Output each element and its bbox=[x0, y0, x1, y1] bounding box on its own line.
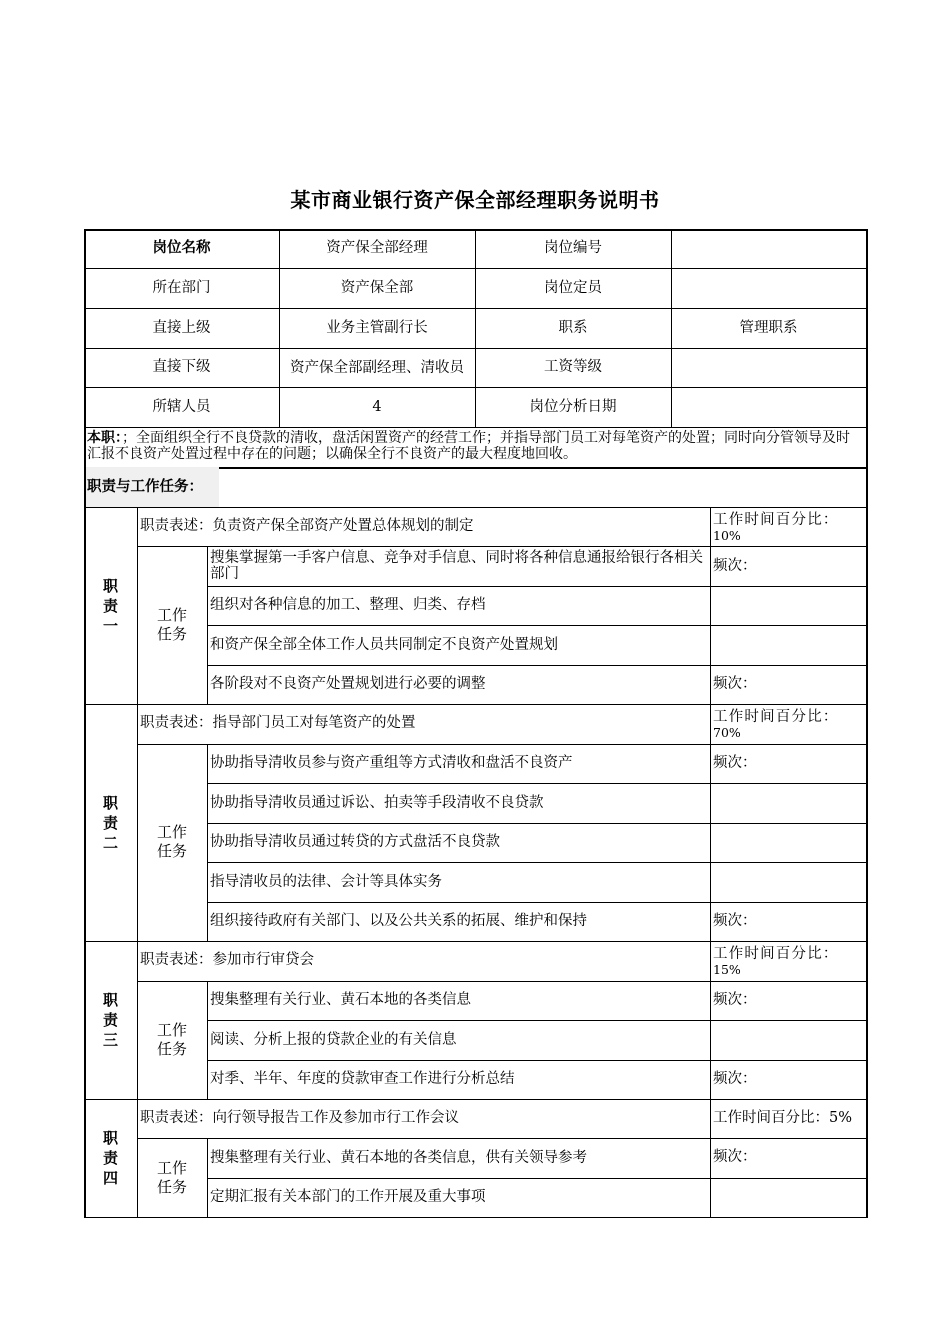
duty-statement: 职责表述：向行领导报告工作及参加市行工作会议 bbox=[140, 1110, 459, 1127]
table-rule bbox=[207, 862, 868, 863]
time-percentage-label: 工作时间百分比：5% bbox=[713, 1110, 853, 1127]
table-rule bbox=[866, 941, 868, 1099]
task-item: 搜集整理有关行业、黄石本地的各类信息 bbox=[210, 992, 471, 1009]
duty-label: 职 责 四 bbox=[102, 1129, 118, 1187]
duty-label: 职 责 二 bbox=[102, 793, 118, 852]
table-rule bbox=[207, 1138, 208, 1217]
table-rule bbox=[207, 981, 208, 1100]
field-label-department: 所在部门 bbox=[152, 279, 211, 296]
task-item: 指导清收员的法律、会计等具体实务 bbox=[210, 873, 442, 890]
time-percentage-value: 15% bbox=[713, 961, 741, 977]
table-rule bbox=[207, 1020, 868, 1021]
table-rule bbox=[866, 229, 868, 427]
table-rule bbox=[866, 507, 868, 704]
table-rule bbox=[84, 1099, 86, 1217]
time-percentage-value: 70% bbox=[713, 724, 741, 740]
field-value-headcount bbox=[671, 268, 866, 308]
field-value-staff: 4 bbox=[372, 398, 382, 415]
task-item: 阅读、分析上报的贷款企业的有关信息 bbox=[210, 1031, 457, 1048]
time-percentage bbox=[710, 941, 866, 981]
table-rule bbox=[84, 387, 868, 388]
table-rule bbox=[84, 941, 86, 1099]
task-item: 搜集掌握第一手客户信息、竞争对手信息、同时将各种信息通报给银行各相关部门 bbox=[210, 550, 703, 583]
table-rule bbox=[84, 704, 86, 941]
time-percentage bbox=[710, 507, 866, 546]
duty-statement: 职责表述：参加市行审贷会 bbox=[140, 952, 314, 969]
task-item: 组织接待政府有关部门、以及公共关系的拓展、维护和保持 bbox=[210, 913, 587, 930]
task-item: 定期汇报有关本部门的工作开展及重大事项 bbox=[210, 1189, 486, 1206]
table-rule bbox=[137, 981, 868, 982]
field-label-subordinate: 直接下级 bbox=[152, 359, 211, 375]
field-value-job-family: 管理职系 bbox=[739, 319, 798, 336]
task-frequency bbox=[710, 862, 866, 902]
task-label: 工作 任务 bbox=[156, 1020, 187, 1058]
table-rule bbox=[866, 467, 868, 507]
field-label-analysis-date: 岗位分析日期 bbox=[529, 398, 617, 415]
task-frequency: 频次： bbox=[713, 1070, 757, 1087]
table-rule bbox=[866, 704, 868, 941]
job-summary bbox=[84, 427, 866, 467]
field-label-job-family: 职系 bbox=[558, 319, 588, 336]
table-rule bbox=[84, 229, 868, 231]
task-frequency bbox=[710, 1178, 866, 1217]
field-value-salary-grade bbox=[671, 348, 866, 387]
table-rule bbox=[137, 941, 138, 1099]
field-value-position-name: 资产保全部经理 bbox=[326, 240, 428, 256]
table-rule bbox=[84, 308, 868, 309]
table-rule bbox=[137, 704, 138, 941]
field-label-superior: 直接上级 bbox=[152, 319, 211, 336]
time-percentage bbox=[710, 704, 866, 744]
table-rule bbox=[207, 665, 868, 666]
job-summary-text: ；全面组织全行不良贷款的清收，盘活闲置资产的经营工作；并指导部门员工对每笔资产的处置；同时向分管领导及时汇报不良资产处置过程中存在的问题；以确保全行不良资产的最大程度地回收。 bbox=[87, 430, 850, 462]
table-rule bbox=[84, 229, 86, 427]
table-rule bbox=[710, 941, 711, 1099]
table-rule bbox=[710, 1099, 711, 1217]
task-item: 对季、半年、年度的贷款审查工作进行分析总结 bbox=[210, 1071, 515, 1088]
time-percentage bbox=[710, 1099, 866, 1138]
duty-label: 职 责 三 bbox=[102, 991, 118, 1049]
field-value-position-code bbox=[671, 229, 866, 268]
field-value-analysis-date bbox=[671, 387, 866, 427]
task-label: 工作 任务 bbox=[156, 823, 187, 861]
table-rule bbox=[475, 229, 476, 427]
table-rule bbox=[207, 1060, 868, 1061]
task-item: 各阶段对不良资产处置规划进行必要的调整 bbox=[210, 676, 486, 693]
table-rule bbox=[84, 427, 86, 467]
job-summary-label: 本职： bbox=[87, 430, 122, 446]
table-rule bbox=[207, 744, 208, 942]
table-rule bbox=[137, 744, 868, 745]
table-rule bbox=[279, 229, 280, 427]
task-frequency bbox=[710, 586, 866, 625]
table-rule bbox=[671, 229, 672, 427]
task-frequency: 频次： bbox=[713, 912, 757, 929]
task-item: 搜集整理有关行业、黄石本地的各类信息，供有关领导参考 bbox=[210, 1149, 587, 1166]
time-percentage-label: 工作时间百分比： bbox=[713, 511, 839, 528]
field-label-position-name: 岗位名称 bbox=[152, 240, 211, 256]
table-rule bbox=[866, 427, 868, 467]
task-frequency bbox=[710, 783, 866, 823]
time-percentage-label: 工作时间百分比： bbox=[713, 945, 839, 962]
task-item: 协助指导清收员通过诉讼、拍卖等手段清收不良贷款 bbox=[210, 794, 544, 811]
time-percentage-value: 10% bbox=[713, 527, 741, 543]
field-value-superior: 业务主管副行长 bbox=[326, 319, 428, 336]
task-frequency: 频次： bbox=[713, 754, 757, 771]
table-rule bbox=[207, 902, 868, 903]
task-item: 组织对各种信息的加工、整理、归类、存档 bbox=[210, 597, 486, 614]
table-rule bbox=[137, 507, 138, 704]
table-rule bbox=[207, 586, 868, 587]
table-rule bbox=[207, 1178, 868, 1179]
task-frequency: 频次： bbox=[713, 675, 757, 692]
table-rule bbox=[866, 1099, 868, 1217]
field-label-staff: 所辖人员 bbox=[152, 398, 211, 415]
task-frequency bbox=[710, 625, 866, 664]
table-rule bbox=[137, 546, 868, 547]
field-value-department: 资产保全部 bbox=[340, 279, 414, 296]
field-label-salary-grade: 工资等级 bbox=[544, 359, 602, 375]
task-frequency bbox=[710, 823, 866, 863]
task-frequency bbox=[710, 1020, 866, 1060]
task-frequency: 频次： bbox=[713, 557, 757, 574]
table-rule bbox=[84, 467, 86, 507]
table-rule bbox=[207, 823, 868, 824]
table-rule bbox=[207, 625, 868, 626]
duty-statement: 职责表述：指导部门员工对每笔资产的处置 bbox=[140, 715, 416, 732]
field-label-position-code: 岗位编号 bbox=[544, 240, 602, 256]
table-rule bbox=[84, 348, 868, 349]
time-percentage-label: 工作时间百分比： bbox=[713, 708, 839, 725]
task-label: 工作 任务 bbox=[156, 606, 187, 644]
document-title: 某市商业银行资产保全部经理职务说明书 bbox=[290, 188, 660, 212]
table-rule bbox=[710, 704, 711, 941]
table-rule bbox=[84, 1217, 868, 1218]
table-rule bbox=[710, 507, 711, 704]
field-label-headcount: 岗位定员 bbox=[544, 279, 602, 296]
table-rule bbox=[84, 268, 868, 269]
table-rule bbox=[207, 546, 208, 704]
task-label: 工作 任务 bbox=[156, 1158, 187, 1196]
table-rule bbox=[84, 507, 86, 704]
task-frequency: 频次： bbox=[713, 991, 757, 1008]
duty-label: 职 责 一 bbox=[102, 576, 118, 635]
table-rule bbox=[137, 1138, 868, 1139]
table-rule bbox=[207, 783, 868, 784]
duties-heading: 职责与工作任务： bbox=[84, 467, 219, 507]
task-item: 协助指导清收员通过转贷的方式盘活不良贷款 bbox=[210, 834, 500, 851]
table-rule bbox=[137, 1099, 138, 1217]
field-value-subordinate: 资产保全部副经理、清收员 bbox=[290, 359, 464, 376]
duty-statement: 职责表述：负责资产保全部资产处置总体规划的制定 bbox=[140, 518, 474, 535]
task-item: 协助指导清收员参与资产重组等方式清收和盘活不良资产 bbox=[210, 755, 573, 772]
task-frequency: 频次： bbox=[713, 1149, 757, 1166]
task-item: 和资产保全部全体工作人员共同制定不良资产处置规划 bbox=[210, 636, 558, 653]
